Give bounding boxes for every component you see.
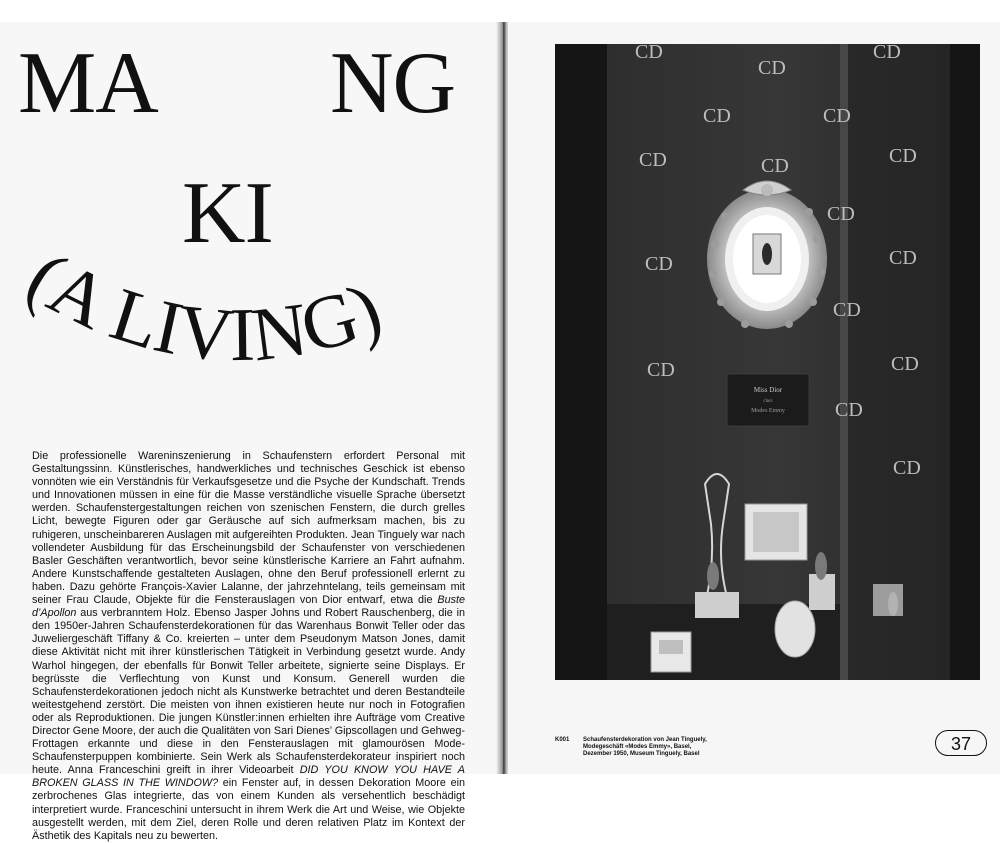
cd-monogram: CD xyxy=(835,399,863,421)
placard-line: Miss Dior xyxy=(753,386,783,394)
caption-line: Dezember 1950, Museum Tinguely, Basel xyxy=(583,751,700,757)
caption-number: K001 xyxy=(555,737,570,743)
left-window-frame xyxy=(555,44,607,680)
cd-monogram: CD xyxy=(827,203,855,225)
placard-line: chez xyxy=(763,399,773,404)
body-text-segment: aus verbranntem Holz. Ebenso Jasper Johns und Robert Rauschenberg, die in den 1950er-Jahren Schaufensterdekorationen für das Warenhaus Bonwit Teller oder das Juweliergeschäft Tiffany & Co. kreierten – unter dem Pseudonym Matson Jones, damit diese Aktivität nicht mit ihrer künstlerischen Tätigkeit in Verbindung gesetzt wurde. Andy Warhol hingegen, der ebenfalls für Bonwit Teller arbeitete, signierte seine Displays. Er begrüsste die Verflechtung von Kunst und Konsum. Generell wurden die Schaufensterdekorationen jedoch nicht als Kunstwerke betrachtet und deren Bestandteile weitestgehend zerstört. Die meisten von ihnen existieren heute nur noch in Fotografien oder als Reproduktionen. Die jungen Künstler:innen erhielten ihre Aufträge vom Creative Director Gene Moore, der auch die Qualitäten von Sari Dienes’ Gipscollagen und Gehweg-Frottagen erkannte und diese in den Fensterauslagen mit glamourösen Mode-Schaufensterpuppen kombinierte. Sein Werk als Schaufensterdekorateur inspiriert noch heute. Anna Franceschini greift in ihrer Videoarbeit xyxy=(32,607,465,777)
caption-line: Schaufensterdekoration von Jean Tinguely, xyxy=(583,737,707,743)
cd-monogram: CD xyxy=(873,44,901,63)
display-pedestal xyxy=(695,592,739,618)
cd-monogram: CD xyxy=(761,155,789,177)
body-paragraph xyxy=(32,450,465,843)
cd-monogram: CD xyxy=(889,145,917,167)
body-text-italic-title: DID YOU KNOW YOU HAVE A BROKEN GLASS IN THE WINDOW? xyxy=(32,764,465,790)
headline-arc-textpath: (A LIVING) xyxy=(13,240,393,378)
cd-monogram: CD xyxy=(647,359,675,381)
window-divider xyxy=(840,44,848,680)
cd-monogram: CD xyxy=(635,44,663,63)
shop-window-photo xyxy=(555,44,980,680)
body-text-segment: Die professionelle Wareninszenierung in Schaufenstern erfordert Personal mit Gestaltungssinn. Künstlerisches, handwerkliches und technisches Geschick ist ebenso vonnöten wie ein Verständnis für Verkaufsgesetze und die Psyche der Kundschaft. Trends und Innovationen müssen in eine für die Masse verständliche visuelle Sprache übersetzt werden. Schaufenstergestaltungen reichen von szenischen Fenstern, die durch grelles Licht, bewegte Figuren oder gar Geräusche auf sich aufmerksam machen, bis zu ruhigeren, unscheinbareren Auslagen mit aufgereihten Produkten. Jean Tinguely war nach vollendeter Ausbildung für das Erscheinungsbild der Schaufenster von verschiedenen Basler Geschäften verantwortlich, bevor seine künstlerische Karriere an Fahrt aufnahm. Andere Kunstschaffende gestalteten Auslagen, ohne den Beruf professionell erlernt zu haben. Dazu gehörte François-Xavier Lalanne, der jahrzehntelang, teils gemeinsam mit seiner Frau Claude, Objekte für die Fensterauslagen von Dior entwarf, etwa die xyxy=(32,450,465,607)
body-text-italic: Buste d’Apollon xyxy=(32,594,465,620)
headline-arc-text xyxy=(13,240,392,378)
cd-monogram: CD xyxy=(823,105,851,127)
caption-line: Modegeschäft «Modes Emmy», Basel, xyxy=(583,744,692,750)
body-text-segment: ein Fenster auf, in dessen Dekoration Moore ein zerbrochenes Glas integrierte, das von einem Kunden als versehentlich beschädigt interpretiert wurde. Franceschini untersucht in ihrem Werk die Art und Weise, wie Objekte ausgestellt werden, mit dem Ziel, deren Rolle und deren relativen Platz im Kontext der Ästhetik des Kapitals neu zu bewerten. xyxy=(32,777,465,842)
placard-line: Modes Emmy xyxy=(751,408,785,414)
headline-word-ki: KI xyxy=(182,165,273,262)
cd-monogram: CD xyxy=(639,149,667,171)
caption-text xyxy=(583,737,783,758)
cd-monogram: CD xyxy=(833,299,861,321)
cd-monogram: CD xyxy=(703,105,731,127)
page-number: 37 xyxy=(935,730,987,756)
headline-word-ng: NG xyxy=(330,35,456,132)
headline-word-ma: MA xyxy=(18,35,158,132)
headline-arc xyxy=(0,240,500,390)
cd-monogram: CD xyxy=(758,57,786,79)
cd-monogram: CD xyxy=(889,247,917,269)
right-wall xyxy=(950,44,980,680)
cd-monogram: CD xyxy=(645,253,673,275)
miss-dior-placard xyxy=(727,374,809,426)
cd-monogram: CD xyxy=(891,353,919,375)
cd-monogram: CD xyxy=(893,457,921,479)
